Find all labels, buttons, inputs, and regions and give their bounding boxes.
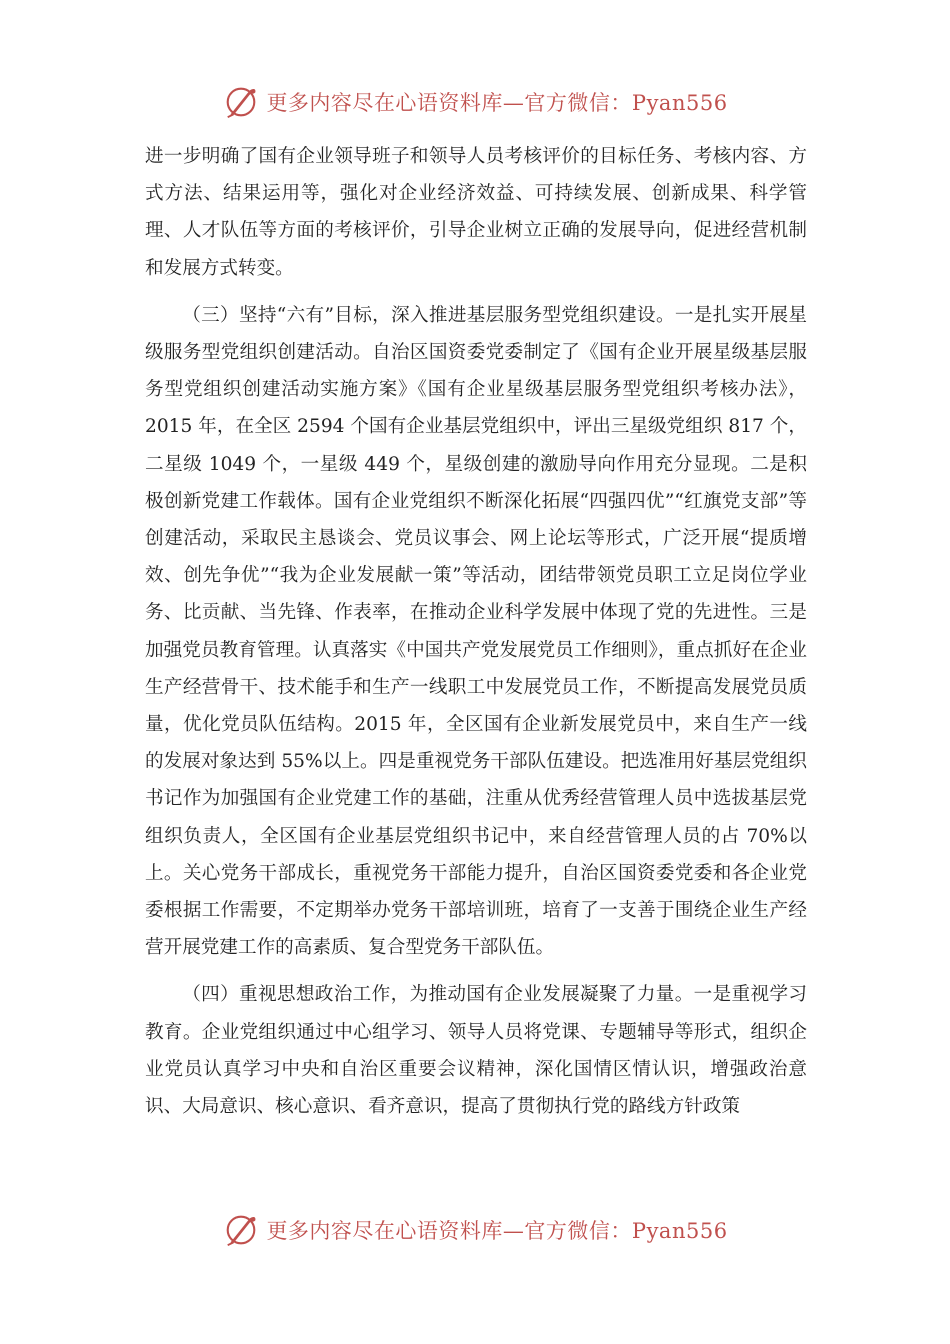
banner-text: 更多内容尽在心语资料库—官方微信：Pyan556 <box>266 91 728 115</box>
header-banner <box>0 82 950 122</box>
footer-banner <box>0 1210 950 1250</box>
quill-logo-icon <box>222 83 260 121</box>
banner-text: 更多内容尽在心语资料库—官方微信：Pyan556 <box>266 1219 728 1243</box>
paragraph-2: （三）坚持“六有”目标，深入推进基层服务型党组织建设。一是扎实开展星级服务型党组织创建活动。自治区国资委党委制定了《国有企业开展星级基层服务型党组织创建活动实施方案》《国有企业星级基层服务型党组织考核办法》，2015 年，在全区 2594 个国有企业基层党组织中，评出三星级党组织 817 个，二星级 1049 个，一星级 449 个，星级创建的激励导向作用充分显现。二是积极创新党建工作载体。国有企业党组织不断深化拓展“四强四优”“红旗党支部”等创建活动，采取民主恳谈会、党员议事会、网上论坛等形式，广泛开展“提质增效、创先争优”“我为企业发展献一策”等活动，团结带领党员职工立足岗位学业务、比贡献、当先锋、作表率，在推动企业科学发展中体现了党的先进性。三是加强党员教育管理。认真落实《中国共产党发展党员工作细则》，重点抓好在企业生产经营骨干、技术能手和生产一线职工中发展党员工作，不断提高发展党员质量，优化党员队伍结构。2015 年，全区国有企业新发展党员中，来自生产一线的发展对象达到 55%以上。四是重视党务干部队伍建设。把选准用好基层党组织书记作为加强国有企业党建工作的基础，注重从优秀经营管理人员中选拔基层党组织负责人，全区国有企业基层党组织书记中，来自经营管理人员的占 70%以上。关心党务干部成长，重视党务干部能力提升，自治区国资委党委和各企业党委根据工作需要，不定期举办党务干部培训班，培育了一支善于围绕企业生产经营开展党建工作的高素质、复合型党务干部队伍。 <box>145 304 807 959</box>
document-body <box>145 138 807 1125</box>
quill-logo-icon <box>222 1211 260 1249</box>
paragraph-1: 进一步明确了国有企业领导班子和领导人员考核评价的目标任务、考核内容、方式方法、结果运用等，强化对企业经济效益、可持续发展、创新成果、科学管理、人才队伍等方面的考核评价，引导企业树立正确的发展导向，促进经营机制和发展方式转变。 <box>145 146 807 279</box>
paragraph-3: （四）重视思想政治工作，为推动国有企业发展凝聚了力量。一是重视学习教育。企业党组织通过中心组学习、领导人员将党课、专题辅导等形式，组织企业党员认真学习中央和自治区重要会议精神，深化国情区情认识，增强政治意识、大局意识、核心意识、看齐意识，提高了贯彻执行党的路线方针政策 <box>145 984 807 1118</box>
